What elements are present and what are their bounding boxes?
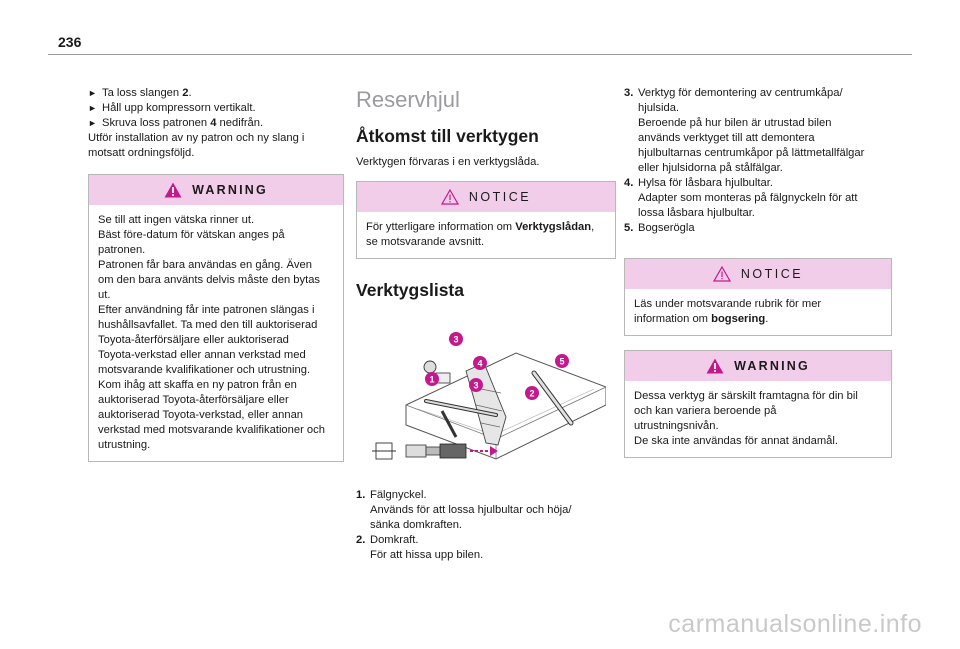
- warning-body: [89, 205, 343, 461]
- warning-line: Toyota-verkstad eller annan verkstad med: [98, 349, 306, 361]
- intro-text: Utför installation av ny patron och ny slang i: [88, 132, 305, 144]
- notice-line: se motsvarande avsnitt.: [366, 236, 485, 248]
- notice-line: För ytterligare information om Verktygslådan,: [366, 221, 595, 233]
- column-right: [624, 86, 892, 458]
- callout-1: [425, 372, 439, 386]
- notice-body: [625, 289, 891, 335]
- column-left: [88, 86, 344, 462]
- notice-line: Läs under motsvarande rubrik för mer: [634, 298, 822, 310]
- callout-4: [473, 356, 487, 370]
- step-item: ► Håll upp kompressorn vertikalt.: [88, 102, 256, 114]
- page-number: 236: [58, 34, 82, 50]
- arrow-right-icon: ►: [88, 103, 97, 113]
- intro-text: motsatt ordningsföljd.: [88, 147, 195, 159]
- warning-box: [624, 350, 892, 458]
- svg-text:3: 3: [453, 334, 459, 345]
- warning-line: Kom ihåg att skaffa en ny patron från en: [98, 379, 297, 391]
- list-item: 3. Verktyg för demontering av centrumkåpa/ hjulsida. Beroende på hur bilen är utrustad bilen används verktyget till att demontera hjulbultarnas centrumkåpor på lättmetallfälgar eller hjulsidorna på stålfälgar.: [624, 87, 865, 174]
- header-divider: [48, 54, 912, 55]
- callout-2: [525, 386, 539, 400]
- warning-header: [625, 351, 891, 381]
- warning-line: hushållsavfallet. Ta med den till auktoriserad: [98, 319, 318, 331]
- section-title: Reservhjul: [356, 87, 460, 112]
- notice-title: NOTICE: [740, 266, 804, 281]
- callout-3b: [469, 378, 483, 392]
- toolbox-illustration: [366, 327, 606, 473]
- warning-header: [89, 175, 343, 205]
- step-item: ► Ta loss slangen 2.: [88, 87, 192, 99]
- warning-box: [88, 174, 344, 462]
- watermark-text: carmanualsonline.info: [668, 610, 922, 638]
- paragraph: Verktygen förvaras i en verktygslåda.: [356, 156, 540, 168]
- list-title: Verktygslista: [356, 280, 464, 300]
- notice-triangle-icon: [441, 189, 459, 205]
- warning-line: verkstad med motsvarande kvalifikationer och: [98, 424, 325, 436]
- svg-text:1: 1: [429, 374, 435, 385]
- warning-line: utrustningsnivån.: [634, 420, 719, 432]
- warning-line: Dessa verktyg är särskilt framtagna för din bil: [634, 390, 858, 402]
- notice-header: [357, 182, 615, 212]
- warning-line: utrustning.: [98, 439, 151, 451]
- notice-line: information om bogsering.: [634, 313, 769, 325]
- callout-3: [449, 332, 463, 346]
- notice-body: [357, 212, 615, 258]
- subsection-title: Åtkomst till verktygen: [356, 126, 539, 146]
- column-middle: [356, 86, 616, 563]
- warning-line: Patronen får bara användas en gång. Även: [98, 259, 312, 271]
- svg-text:2: 2: [529, 388, 535, 399]
- warning-line: om den bara använts delvis måste den bytas: [98, 274, 321, 286]
- list-item: 2. Domkraft. För att hissa upp bilen.: [356, 534, 484, 561]
- warning-triangle-icon: [706, 358, 724, 374]
- list-item: 5. Bogserögla: [624, 222, 695, 234]
- warning-line: ut.: [98, 289, 111, 301]
- warning-line: De ska inte användas för annat ändamål.: [634, 435, 838, 447]
- warning-line: Bäst före-datum för vätskan anges på: [98, 229, 285, 241]
- notice-header: [625, 259, 891, 289]
- warning-line: patronen.: [98, 244, 146, 256]
- callout-5: [555, 354, 569, 368]
- warning-title: WARNING: [192, 182, 268, 197]
- warning-line: Se till att ingen vätska rinner ut.: [98, 214, 255, 226]
- warning-triangle-icon: [164, 182, 182, 198]
- arrow-right-icon: ►: [88, 88, 97, 98]
- warning-title: WARNING: [734, 358, 810, 373]
- svg-text:5: 5: [559, 356, 565, 367]
- list-item: 1. Fälgnyckel. Används för att lossa hjulbultar och höja/ sänka domkraften.: [356, 489, 572, 531]
- list-item: 4. Hylsa för låsbara hjulbultar. Adapter som monteras på fälgnyckeln för att lossa låsbara hjulbultar.: [624, 177, 858, 219]
- notice-title: NOTICE: [468, 189, 532, 204]
- warning-line: Toyota-återförsäljare eller auktoriserad: [98, 334, 289, 346]
- warning-line: auktoriserad Toyota-återförsäljare eller: [98, 394, 289, 406]
- notice-box: [624, 258, 892, 336]
- notice-box: [356, 181, 616, 259]
- arrow-right-icon: ►: [88, 118, 97, 128]
- warning-line: motsvarande kvalifikationer och utrustning.: [98, 364, 311, 376]
- notice-triangle-icon: [713, 266, 731, 282]
- svg-text:3: 3: [473, 380, 479, 391]
- warning-line: och kan variera beroende på: [634, 405, 777, 417]
- svg-text:4: 4: [477, 358, 483, 369]
- warning-body: [625, 381, 891, 457]
- step-item: ► Skruva loss patronen 4 nedifrån.: [88, 117, 264, 129]
- warning-line: Efter användning får inte patronen slängas i: [98, 304, 315, 316]
- warning-line: auktoriserad Toyota-verkstad, eller annan: [98, 409, 304, 421]
